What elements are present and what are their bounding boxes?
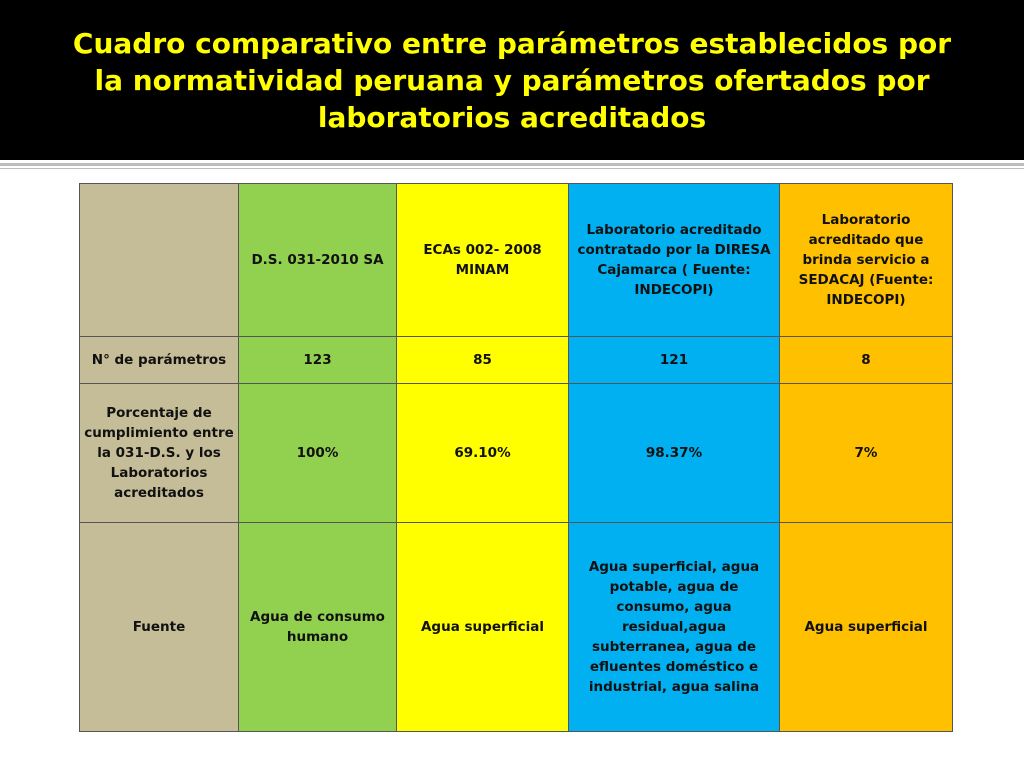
title-divider — [0, 163, 1024, 166]
table-cell: Agua de consumo humano — [239, 523, 397, 732]
header-cell-ds: D.S. 031-2010 SA — [239, 184, 397, 337]
table-cell: 8 — [780, 337, 953, 384]
table-row — [80, 384, 953, 523]
table-cell: 69.10% — [397, 384, 569, 523]
table-cell: 100% — [239, 384, 397, 523]
table-cell: Agua superficial — [397, 523, 569, 732]
table-header-row — [80, 184, 953, 337]
title-bar — [0, 0, 1024, 160]
row-label: Fuente — [80, 523, 239, 732]
table-row — [80, 337, 953, 384]
table-cell: Agua superficial — [780, 523, 953, 732]
table-cell: 7% — [780, 384, 953, 523]
table-row — [80, 523, 953, 732]
header-cell-empty — [80, 184, 239, 337]
row-label: N° de parámetros — [80, 337, 239, 384]
table-cell: 123 — [239, 337, 397, 384]
table-cell: 98.37% — [569, 384, 780, 523]
table-cell: 121 — [569, 337, 780, 384]
row-label: Porcentaje de cumplimiento entre la 031-D.S. y los Laboratorios acreditados — [80, 384, 239, 523]
header-cell-ecas: ECAs 002- 2008 MINAM — [397, 184, 569, 337]
table-cell: 85 — [397, 337, 569, 384]
header-cell-lab-sedacaj: Laboratorio acreditado que brinda servicio a SEDACAJ (Fuente: INDECOPI) — [780, 184, 953, 337]
title-divider-thin — [0, 168, 1024, 169]
slide-title: Cuadro comparativo entre parámetros establecidos por la normatividad peruana y parámetros ofertados por laboratorios acreditados — [72, 26, 952, 134]
comparison-table — [79, 183, 953, 732]
table-cell: Agua superficial, agua potable, agua de consumo, agua residual,agua subterranea, agua de efluentes doméstico e industrial, agua salina — [569, 523, 780, 732]
header-cell-lab-diresa: Laboratorio acreditado contratado por la DIRESA Cajamarca ( Fuente: INDECOPI) — [569, 184, 780, 337]
